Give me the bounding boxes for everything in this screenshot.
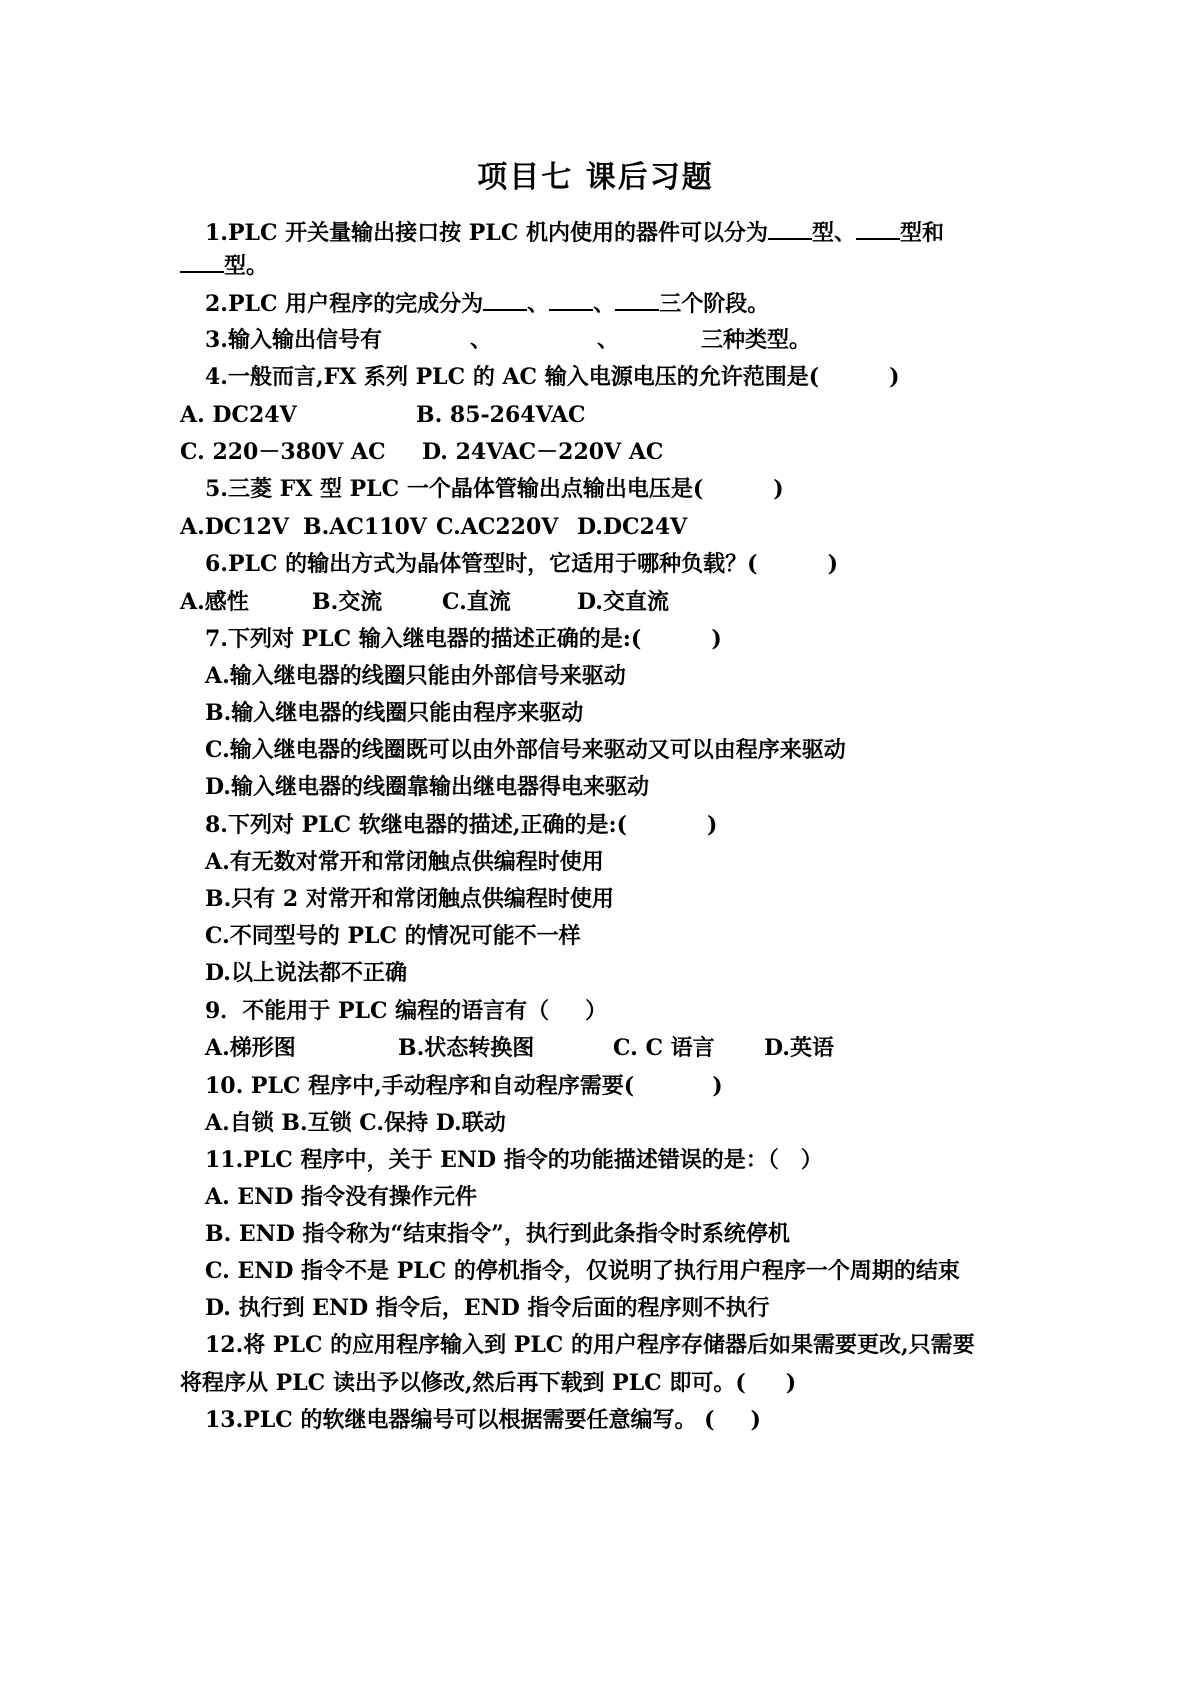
question-5-text: 5.三菱 FX 型 PLC 一个晶体管输出点输出电压是( [205,476,704,502]
question-7 [205,624,722,654]
q5-option-a: A.DC12V [180,514,290,540]
q5-option-c: C.AC220V [436,514,559,540]
question-13 [205,1405,761,1435]
q8-option-c: C.不同型号的 PLC 的情况可能不一样 [205,923,581,949]
paren-close: ) [827,551,838,577]
paren-close: ) [707,812,718,838]
q9-option-c: C. C 语言 [613,1035,715,1061]
separator: 、 [593,291,616,317]
q9-option-a: A.梯形图 [205,1035,296,1061]
q9-option-b: B.状态转换图 [398,1035,535,1061]
question-2 [205,287,769,319]
q7-option-c: C.输入继电器的线圈既可以由外部信号来驱动又可以由程序来驱动 [205,737,846,763]
question-11 [205,1145,823,1175]
q9-option-d: D.英语 [764,1035,834,1061]
question-4-text: 4.一般而言,FX 系列 PLC 的 AC 输入电源电压的允许范围是( [205,364,820,390]
question-10-text: 10. PLC 程序中,手动程序和自动程序需要( [205,1073,635,1099]
question-5 [205,474,784,504]
question-9 [205,996,607,1026]
question-4 [205,362,900,392]
question-3 [205,325,811,355]
q7-option-a: A.输入继电器的线圈只能由外部信号来驱动 [205,663,626,689]
paren-close: ) [773,476,784,502]
question-7-text: 7.下列对 PLC 输入继电器的描述正确的是:( [205,626,642,652]
q8-option-b: B.只有 2 对常开和常闭触点供编程时使用 [205,886,614,912]
question-12: 12.将 PLC 的应用程序输入到 PLC 的用户程序存储器后如果需要更改,只需要 [205,1332,975,1358]
question-3-tail: 三种类型。 [701,327,812,353]
paren-close: ) [712,1073,723,1099]
paren-close: ） [800,1147,823,1173]
q11-option-b: B. END 指令称为“结束指令”，执行到此条指令时系统停机 [205,1221,790,1247]
paren-close: ) [711,626,722,652]
question-1 [205,216,944,248]
paren-close: ) [889,364,900,390]
q7-option-d: D.输入继电器的线圈靠输出继电器得电来驱动 [205,774,649,800]
question-6 [205,549,838,579]
question-9-text: 9．不能用于 PLC 编程的语言有（ [205,998,550,1024]
question-2-tail: 三个阶段。 [659,291,770,317]
q4-option-b: B. 85-264VAC [416,402,586,428]
question-1-type-sep: 型、 [812,220,857,246]
blank [549,287,593,311]
q4-option-d: D. 24VAC－220V AC [422,439,664,465]
paren-close: ) [785,1370,797,1396]
question-8 [205,810,717,840]
q6-option-d: D.交直流 [577,589,669,615]
separator: 、 [469,327,492,353]
paren-close: ） [585,998,608,1024]
blank [856,216,900,240]
blank [768,216,812,240]
blank [483,287,527,311]
q8-option-d: D.以上说法都不正确 [205,960,407,986]
question-6-text: 6.PLC 的输出方式为晶体管型时，它适用于哪种负载？( [205,551,758,577]
paren-close: ) [750,1407,761,1433]
q5-option-b: B.AC110V [303,514,427,540]
q6-option-a: A.感性 [180,589,249,615]
question-1-line2 [180,249,268,281]
q11-option-a: A. END 指令没有操作元件 [205,1184,478,1210]
separator: 、 [527,291,550,317]
q6-option-b: B.交流 [312,589,383,615]
q4-option-a: A. DC24V [180,402,297,428]
q10-options: A.自锁 B.互锁 C.保持 D.联动 [205,1110,506,1136]
q5-option-d: D.DC24V [577,514,688,540]
separator: 、 [596,327,619,353]
q11-option-d: D. 执行到 END 指令后，END 指令后面的程序则不执行 [205,1295,770,1321]
question-1-type-end: 型和 [900,220,945,246]
q8-option-a: A.有无数对常开和常闭触点供编程时使用 [205,849,604,875]
q4-option-c: C. 220－380V AC [180,439,386,465]
question-11-text: 11.PLC 程序中，关于 END 指令的功能描述错误的是：（ [205,1147,779,1173]
q7-option-b: B.输入继电器的线圈只能由程序来驱动 [205,700,584,726]
blank [180,249,224,273]
q6-option-c: C.直流 [442,589,511,615]
question-8-text: 8.下列对 PLC 软继电器的描述,正确的是:( [205,812,627,838]
question-2-text: 2.PLC 用户程序的完成分为 [205,291,484,317]
page-title: 项目七 课后习题 [477,160,714,195]
question-1-text: 1.PLC 开关量输出接口按 PLC 机内使用的器件可以分为 [205,220,768,246]
blank [615,287,659,311]
q11-option-c: C. END 指令不是 PLC 的停机指令，仅说明了执行用户程序一个周期的结束 [205,1258,960,1284]
question-3-text: 3.输入输出信号有 [205,327,382,353]
question-12-text: 将程序从 PLC 读出予以修改,然后再下载到 PLC 即可。( [180,1370,746,1396]
question-10 [205,1071,723,1101]
question-13-text: 13.PLC 的软继电器编号可以根据需要任意编写。 ( [205,1407,715,1433]
question-1-tail: 型。 [224,253,269,279]
question-12-line2 [180,1368,796,1398]
